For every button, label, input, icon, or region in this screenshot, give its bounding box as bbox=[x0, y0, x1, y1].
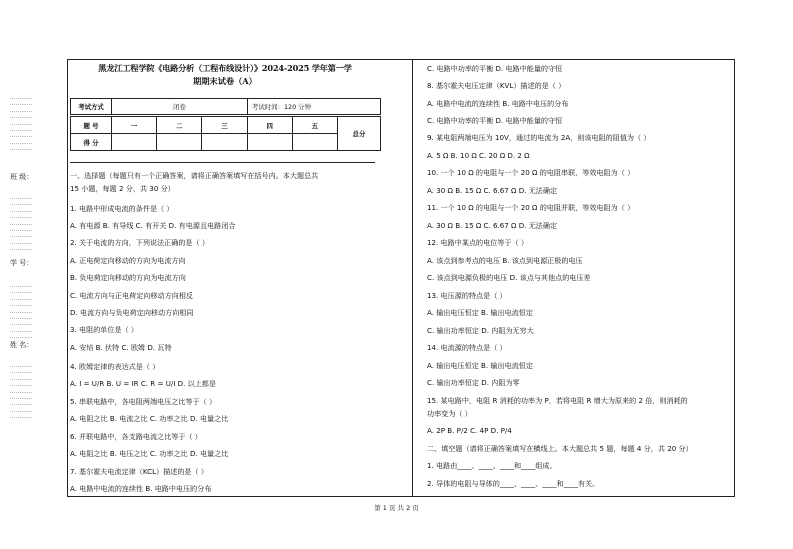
section-rule bbox=[70, 162, 375, 163]
question-line: 4. 欧姆定律的表达式是（ ） bbox=[70, 362, 160, 371]
question-line: 3. 电阻的单位是（ ） bbox=[70, 325, 139, 334]
exam-title-line1: 黑龙江工程学院《电路分析（工程布线设计）》2024-2025 学年第一学 bbox=[98, 63, 352, 73]
question-line: 功率变为（ ） bbox=[427, 409, 472, 418]
dot-line-block: ............ ............ ............ ............ ............ ............ ............ ............ ............ bbox=[10, 363, 33, 421]
question-line: A. I = U/R B. U = IR C. R = U/I D. 以上都是 bbox=[70, 379, 216, 388]
question-line: 5. 串联电路中，各电阻两端电压之比等于（ ） bbox=[70, 397, 217, 406]
exam-method-value: 闭卷 bbox=[112, 99, 248, 115]
question-line: 1. 电路由____、____、____和____组成。 bbox=[427, 461, 557, 470]
question-line: C. 电流方向与正电荷定向移动方向相反 bbox=[70, 291, 193, 300]
score-cell bbox=[112, 134, 157, 151]
score-cell bbox=[157, 134, 202, 151]
page-number: 第 1 页 共 2 页 bbox=[374, 504, 419, 512]
question-number-cell: 四 bbox=[247, 117, 292, 134]
dot-line-block: ............ ............ ............ ............ ............ ............ ............ ............ ............ bbox=[10, 195, 33, 253]
exam-time: 考试时间：120 分钟 bbox=[248, 99, 381, 115]
question-line: C. 输出功率恒定 D. 内阻为无穷大 bbox=[427, 326, 534, 335]
question-line: 二、填空题（请将正确答案填写在横线上。本大题总共 5 题，每题 4 分，共 20 分） bbox=[427, 444, 693, 453]
class-label: 班 级： bbox=[10, 173, 34, 181]
question-line: C. 输出功率恒定 D. 内阻为零 bbox=[427, 378, 520, 387]
question-line: A. 5 Ω B. 10 Ω C. 20 Ω D. 2 Ω bbox=[427, 151, 530, 160]
question-line: 15 小题，每题 2 分，共 30 分） bbox=[70, 184, 175, 193]
question-line: B. 负电荷定向移动的方向为电流方向 bbox=[70, 273, 186, 282]
question-line: 10. 一个 10 Ω 的电阻与一个 20 Ω 的电阻串联，等效电阻为（ ） bbox=[427, 168, 635, 177]
question-line: 6. 并联电路中，各支路电流之比等于（ ） bbox=[70, 432, 202, 441]
score-cell bbox=[247, 134, 292, 151]
question-line: D. 电流方向与负电荷定向移动方向相同 bbox=[70, 308, 194, 317]
question-line: 14. 电流源的特点是（ ） bbox=[427, 343, 507, 352]
question-line: A. 输出电压恒定 B. 输出电流恒定 bbox=[427, 308, 533, 317]
score-cell bbox=[202, 134, 247, 151]
name-label: 姓 名： bbox=[10, 341, 34, 349]
question-line: A. 电路中电流的连续性 B. 电路中电压的分布 bbox=[427, 99, 569, 108]
question-line: A. 该点到参考点的电压 B. 该点到电源正极的电压 bbox=[427, 256, 583, 265]
score-table bbox=[70, 116, 381, 151]
question-line: 8. 基尔霍夫电压定律（KVL）描述的是（ ） bbox=[427, 81, 566, 90]
question-line: 15. 某电路中，电阻 R 消耗的功率为 P，若将电阻 R 增大为原来的 2 倍，则消耗的 bbox=[427, 396, 688, 405]
question-number-cell: 三 bbox=[202, 117, 247, 134]
exam-title-line2: 期期末试卷（A） bbox=[193, 76, 257, 86]
total-score-label: 总分 bbox=[338, 117, 381, 151]
question-line: 一、选择题（每题只有一个正确答案，请将正确答案填写在括号内。本大题总共 bbox=[70, 171, 319, 180]
column-divider bbox=[412, 59, 413, 497]
question-line: 2. 导体的电阻与导体的____、____、____和____有关。 bbox=[427, 479, 600, 488]
question-line: 13. 电压源的特点是（ ） bbox=[427, 291, 507, 300]
exam-method-label: 考试方式 bbox=[71, 99, 112, 115]
question-line: A. 30 Ω B. 15 Ω C. 6.67 Ω D. 无法确定 bbox=[427, 221, 558, 230]
question-number-cell: 五 bbox=[292, 117, 337, 134]
dot-line-block: ............ ............ ............ ............ ............ ............ ............ ............ ............ bbox=[10, 95, 33, 153]
question-line: 7. 基尔霍夫电流定律（KCL）描述的是（ ） bbox=[70, 467, 208, 476]
dot-line-block: ............ ............ ............ ............ ............ ............ ............ ............ ............ bbox=[10, 283, 33, 341]
question-line: 2. 关于电流的方向，下列说法正确的是（ ） bbox=[70, 238, 209, 247]
question-line: C. 电路中功率的平衡 D. 电路中能量的守恒 bbox=[427, 116, 563, 125]
student-id-label: 学 号： bbox=[10, 259, 34, 267]
question-line: A. 2P B. P/2 C. 4P D. P/4 bbox=[427, 426, 512, 435]
score-label: 得 分 bbox=[71, 134, 112, 151]
question-line: A. 安培 B. 伏特 C. 欧姆 D. 瓦特 bbox=[70, 343, 172, 352]
question-number-label: 题 号 bbox=[71, 117, 112, 134]
question-line: 12. 电路中某点的电位等于（ ） bbox=[427, 238, 528, 247]
question-number-cell: 一 bbox=[112, 117, 157, 134]
question-number-cell: 二 bbox=[157, 117, 202, 134]
question-line: C. 电路中功率的平衡 D. 电路中能量的守恒 bbox=[427, 64, 563, 73]
exam-info-table bbox=[70, 98, 381, 115]
question-line: 11. 一个 10 Ω 的电阻与一个 20 Ω 的电阻并联，等效电阻为（ ） bbox=[427, 203, 635, 212]
question-line: 9. 某电阻两端电压为 10V，通过的电流为 2A，则该电阻的阻值为（ ） bbox=[427, 133, 651, 142]
question-line: A. 有电源 B. 有导线 C. 有开关 D. 有电源且电路闭合 bbox=[70, 221, 236, 230]
question-line: A. 30 Ω B. 15 Ω C. 6.67 Ω D. 无法确定 bbox=[427, 186, 558, 195]
question-line: A. 电阻之比 B. 电流之比 C. 功率之比 D. 电量之比 bbox=[70, 414, 229, 423]
question-line: C. 该点到电源负极的电压 D. 该点与其他点的电压差 bbox=[427, 273, 591, 282]
question-line: A. 正电荷定向移动的方向为电流方向 bbox=[70, 256, 186, 265]
question-line: 1. 电路中形成电流的条件是（ ） bbox=[70, 204, 174, 213]
score-cell bbox=[292, 134, 337, 151]
question-line: A. 电路中电流的连续性 B. 电路中电压的分布 bbox=[70, 484, 212, 493]
question-line: A. 电阻之比 B. 电压之比 C. 功率之比 D. 电量之比 bbox=[70, 449, 229, 458]
question-line: A. 输出电压恒定 B. 输出电流恒定 bbox=[427, 361, 533, 370]
